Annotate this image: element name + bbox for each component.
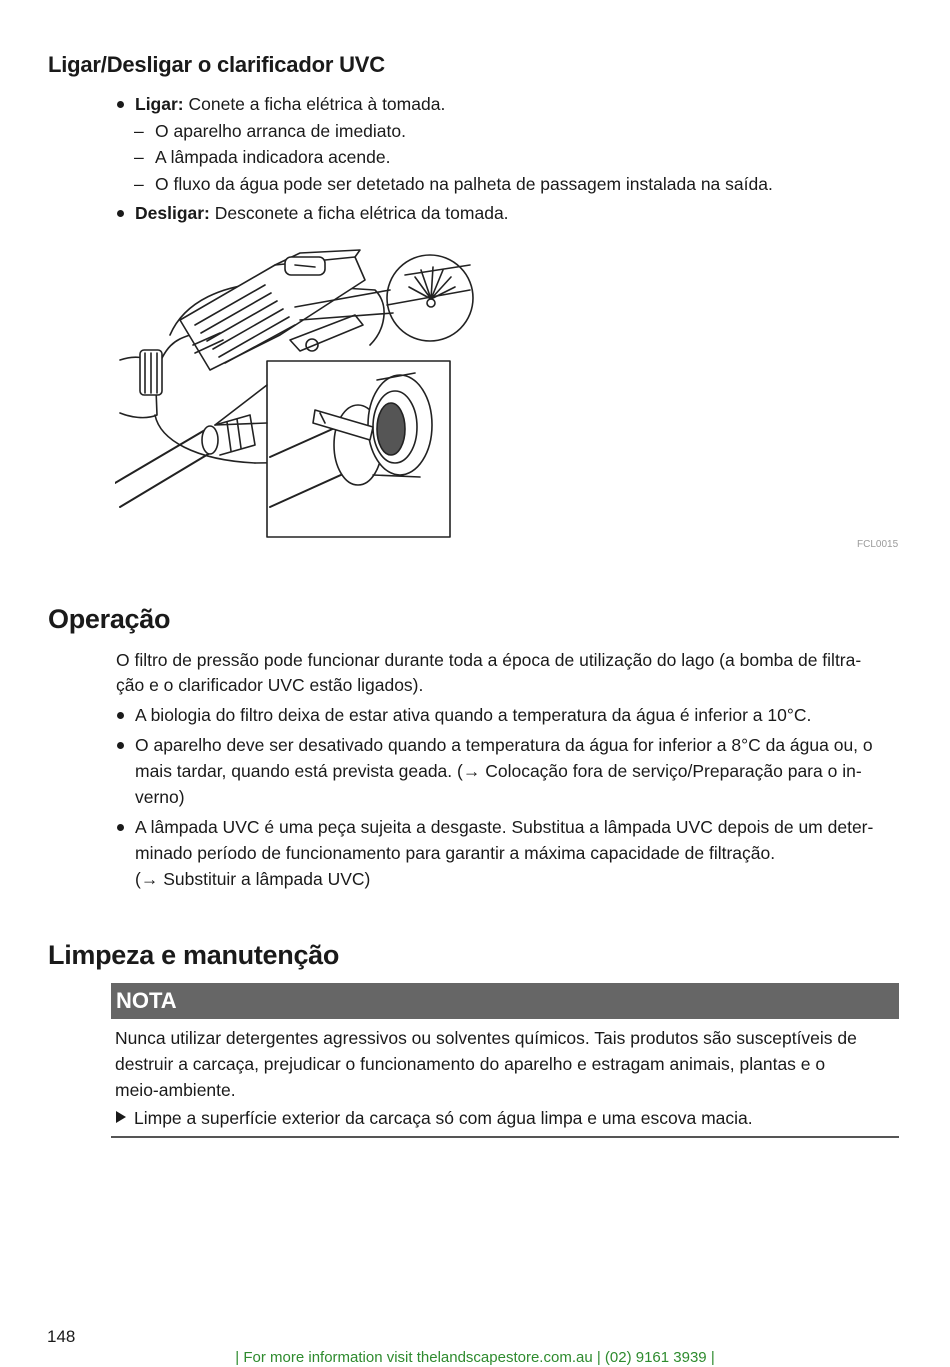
note-line-3: meio-ambiente. — [115, 1080, 236, 1100]
result-3: O fluxo da água pode ser detetado na palheta de passagem instalada na saída. — [155, 174, 773, 194]
note-title: NOTA — [116, 988, 177, 1013]
note-header-bar — [111, 983, 899, 1019]
note-bottom-rule — [111, 1136, 899, 1138]
operation-bullet-3-line-1: A lâmpada UVC é uma peça sujeita a desgaste. Substitua a lâmpada UVC depois de um deter- — [135, 814, 873, 840]
dash-marker: – — [134, 174, 144, 194]
operation-bullet-2-line-2: mais tardar, quando está prevista geada. (→ Colocação fora de serviço/Preparação para o in- — [135, 761, 862, 781]
on-label: Ligar: — [135, 94, 184, 114]
on-text: Conete a ficha elétrica à tomada. — [183, 94, 446, 114]
note-line-2: destruir a carcaça, prejudicar o funcionamento do aparelho e estragam animais, plantas e o — [115, 1054, 826, 1074]
result-2: A lâmpada indicadora acende. — [155, 147, 391, 167]
operation-intro-line-1: O filtro de pressão pode funcionar durante toda a época de utilização do lago (a bomba de filtra- — [116, 650, 862, 670]
section-heading-on-off: Ligar/Desligar o clarificador UVC — [48, 52, 385, 77]
page-number: 148 — [47, 1327, 76, 1346]
dash-marker: – — [134, 147, 144, 167]
section-heading-cleaning: Limpeza e manutenção — [48, 940, 340, 970]
operation-bullet-3-line-2: minado período de funcionamento para garantir a máxima capacidade de filtração. — [135, 843, 776, 863]
operation-intro-line-2: ção e o clarificador UVC estão ligados). — [116, 675, 424, 695]
device-illustration — [115, 245, 480, 540]
note-action: Limpe a superfície exterior da carcaça só com água limpa e uma escova macia. — [134, 1108, 753, 1128]
result-1: O aparelho arranca de imediato. — [155, 121, 406, 141]
list-item-off — [135, 200, 509, 226]
footer-info: | For more information visit thelandscapestore.com.au | (02) 9161 3939 | — [235, 1349, 715, 1366]
operation-bullet-1: A biologia do filtro deixa de estar ativa quando a temperatura da água é inferior a 10°C. — [135, 702, 811, 728]
off-text: Desconete a ficha elétrica da tomada. — [209, 203, 509, 223]
section-heading-operation: Operação — [48, 604, 171, 634]
figure-code: FCL0015 — [857, 539, 899, 550]
list-item-on — [135, 91, 445, 117]
operation-bullet-2-line-3: verno) — [135, 787, 185, 807]
note-line-1: Nunca utilizar detergentes agressivos ou solventes químicos. Tais produtos são susceptíveis de — [115, 1028, 857, 1048]
operation-bullet-2-line-1: O aparelho deve ser desativado quando a temperatura da água for inferior a 8°C da água ou, o — [135, 732, 873, 758]
operation-bullet-3-line-3: (→ Substituir a lâmpada UVC) — [135, 869, 371, 889]
off-label: Desligar: — [135, 203, 210, 223]
action-arrow-icon — [116, 1111, 126, 1123]
dash-marker: – — [134, 121, 144, 141]
